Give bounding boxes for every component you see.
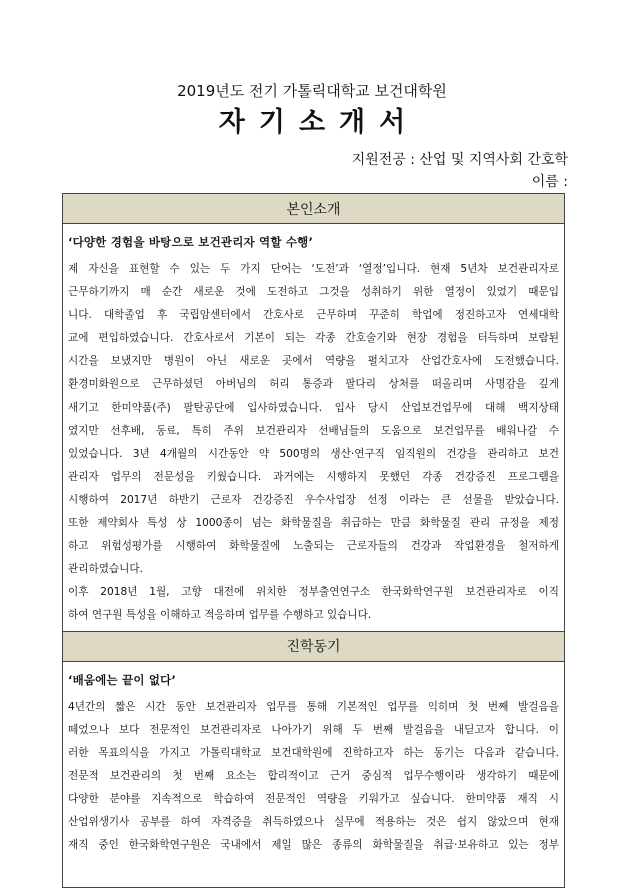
paragraph-line: 제 자신을 표현할 수 있는 두 가지 단어는 ‘도전’과 ‘열정’입니다. 현재 5년차 보건관리자로 bbox=[68, 263, 559, 275]
paragraph-line: 떼었으나 보다 전문적인 보건관리자로 나아가기 위해 두 번째 발걸음을 내딛고자 합니다. 이 bbox=[68, 723, 559, 736]
paragraph-line: 였지만 선후배, 동료, 특히 주위 보건관리자 선배님들의 도움으로 보건업무를 배워나갈 수 bbox=[68, 424, 559, 437]
paragraph-line: 이후 2018년 1월, 고향 대전에 위치한 정부출연연구소 한국화학연구원 보건관리자로 이직 bbox=[68, 586, 559, 599]
paragraph-line: 하여 연구원 특성을 이해하고 적응하며 업무를 수행하고 있습니다. bbox=[68, 609, 372, 622]
paragraph-line: 러한 목표의식을 가지고 가톨릭대학교 보건대학원에 진학하고자 하는 동기는 다음과 같습니다. bbox=[68, 746, 559, 759]
section-header-intro: 본인소개 bbox=[63, 194, 564, 224]
paragraph-line: 산업위생기사 공부를 하여 자격증을 취득하였으나 실무에 적용하는 것은 쉽지 않았으며 현재 bbox=[68, 815, 559, 828]
essay-table bbox=[62, 193, 565, 888]
paragraph-line: 니다. 대학졸업 후 국립암센터에서 간호사로 근무하며 꾸준히 학업에 정진하고자 연세대학 bbox=[68, 309, 559, 322]
paragraph-line: 교에 편입하였습니다. 간호사로서 기본이 되는 각종 간호술기와 현장 경험을 터득하며 보람된 bbox=[68, 332, 559, 345]
major-line: 지원전공 : 산업 및 지역사회 간호학 bbox=[351, 152, 568, 168]
section-heading-motivation: ‘배움에는 끝이 없다’ bbox=[68, 672, 177, 687]
name-line: 이름 : bbox=[531, 174, 568, 190]
paragraph-line: 관리자 업무의 전문성을 키웠습니다. 과거에는 시행하지 못했던 각종 건강증진 프로그램을 bbox=[68, 470, 559, 483]
paragraph-line: 시간을 보냈지만 병원이 아닌 새로운 곳에서 역량을 펼치고자 산업간호사에 도전했습니다. bbox=[68, 355, 559, 368]
paragraph-line: 시행하여 2017년 하반기 근로자 건강증진 우수사업장 선정 이라는 큰 선물을 받았습니다. bbox=[68, 493, 559, 506]
section-heading-intro: ‘다양한 경험을 바탕으로 보건관리자 역할 수행’ bbox=[68, 235, 314, 249]
paragraph-line: 있었습니다. 3년 4개월의 시간동안 약 500명의 생산·연구직 임직원의 건강을 관리하고 보건 bbox=[68, 447, 559, 460]
section-header-motivation: 진학동기 bbox=[63, 631, 564, 662]
paragraph-line: 또한 제약회사 특성 상 1000종이 넘는 화학물질을 취급하는 만큼 화학물질 관리 규정을 제정 bbox=[68, 517, 559, 530]
document-subtitle: 2019년도 전기 가톨릭대학교 보건대학원 bbox=[177, 82, 447, 100]
paragraph-line: 4년간의 짧은 시간 동안 보건관리자 업무를 통해 기본적인 업무를 익히며 첫 번째 발걸음을 bbox=[68, 700, 559, 713]
section-body-motivation bbox=[63, 662, 564, 861]
paragraph-line: 재직 중인 한국화학연구원은 국내에서 제일 많은 종류의 화학물질을 취급·보유하고 있는 정부 bbox=[68, 839, 559, 852]
paragraph-line: 하고 위험성평가를 시행하여 화학물질에 노출되는 근로자들의 건강과 작업환경을 철저하게 bbox=[68, 540, 559, 553]
paragraph-line: 전문적 보건관리의 첫 번째 요소는 합리적이고 근거 중심적 업무수행이라 생각하기 때문에 bbox=[68, 769, 559, 782]
document-title: 자기소개서 bbox=[218, 107, 420, 138]
paragraph-line: 근무하기까지 매 순간 새로운 것에 도전하고 그것을 성취하기 위한 열정이 있었기 때문입 bbox=[68, 286, 559, 299]
paragraph-line: 다양한 분야를 지속적으로 학습하여 전문적인 역량을 키워가고 싶습니다. 한미약품 재직 시 bbox=[68, 792, 559, 805]
paragraph-line: 관리하였습니다. bbox=[68, 563, 144, 576]
paragraph-line: 새기고 한미약품(주) 팔탄공단에 입사하였습니다. 입사 당시 산업보건업무에 대해 백지상태 bbox=[68, 401, 559, 414]
section-body-intro bbox=[63, 224, 564, 631]
paragraph-line: 환경미화원으로 근무하셨던 아버님의 허리 통증과 팔다리 상처를 떠올리며 사명감을 깊게 bbox=[68, 378, 559, 391]
